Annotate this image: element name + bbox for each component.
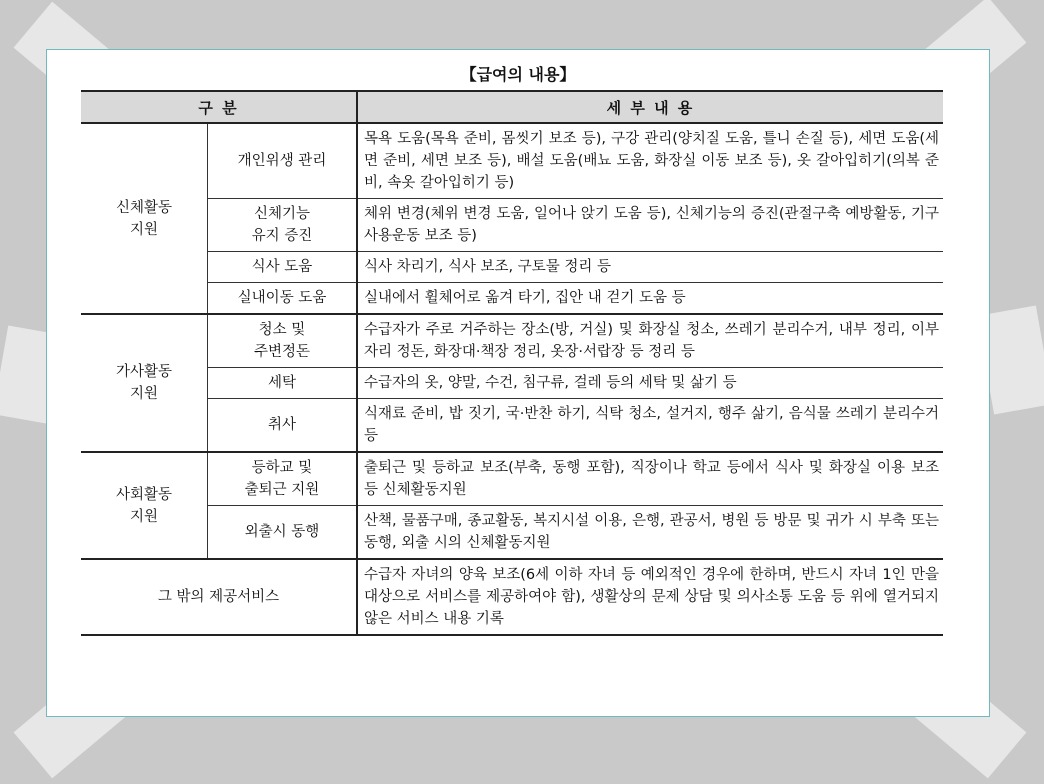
other-services-label: 그 밖의 제공서비스 (81, 559, 357, 635)
benefit-table (81, 90, 943, 636)
cell-line: 지원 (129, 386, 158, 402)
cell-line: 출퇴근 지원 (244, 482, 320, 498)
cell-line: 개인위생 관리 (237, 153, 327, 169)
cell-line: 식사 도움 (251, 259, 313, 275)
page-title: 【급여의 내용】 (460, 65, 576, 84)
subcategory-cell (208, 199, 358, 252)
detail-cell: 산책, 물품구매, 종교활동, 복지시설 이용, 은행, 관공서, 병원 등 방문 및 귀가 시 부축 또는 동행, 외출 시의 신체활동지원 (357, 506, 943, 560)
table-row (81, 399, 943, 453)
category-cell (81, 123, 208, 314)
table-row (81, 199, 943, 252)
cell-line: 지원 (129, 221, 158, 238)
subcategory-cell (208, 123, 358, 199)
cell-line: 청소 및 (258, 322, 306, 338)
cell-line: 외출시 동행 (244, 524, 320, 540)
detail-cell: 체위 변경(체위 변경 도움, 일어나 앉기 도움 등), 신체기능의 증진(관절구축 예방활동, 기구사용운동 보조 등) (357, 199, 943, 252)
table-row (81, 123, 943, 199)
cell-line: 등하교 및 (251, 460, 313, 476)
subcategory-cell (208, 252, 358, 283)
header-detail: 세 부 내 용 (357, 91, 943, 123)
detail-cell: 수급자가 주로 거주하는 장소(방, 거실) 및 화장실 청소, 쓰레기 분리수거, 내부 정리, 이부자리 정돈, 화장대·책장 정리, 옷장·서랍장 등 정리 등 (357, 314, 943, 368)
cell-line: 신체활동 (115, 199, 173, 216)
header-category: 구 분 (81, 91, 357, 123)
table-row-other (81, 559, 943, 635)
table-row (81, 314, 943, 368)
cell-line: 주변정돈 (253, 344, 311, 360)
detail-cell: 식재료 준비, 밥 짓기, 국·반찬 하기, 식탁 청소, 설거지, 행주 삶기, 음식물 쓰레기 분리수거 등 (357, 399, 943, 453)
subcategory-cell (208, 399, 358, 453)
table-row (81, 506, 943, 560)
subcategory-cell (208, 368, 358, 399)
cell-line: 실내이동 도움 (237, 290, 327, 306)
cell-line: 유지 증진 (251, 228, 313, 244)
table-row (81, 252, 943, 283)
document-card (46, 49, 990, 717)
other-services-detail: 수급자 자녀의 양육 보조(6세 이하 자녀 등 예외적인 경우에 한하며, 반드시 자녀 1인 만을 대상으로 서비스를 제공하여야 함), 생활상의 문제 상담 및 의사소통 도움 등 위에 열거되지 않은 서비스 내용 기록 (357, 559, 943, 635)
category-cell (81, 314, 208, 452)
detail-cell: 출퇴근 및 등하교 보조(부축, 동행 포함), 직장이나 학교 등에서 식사 및 화장실 이용 보조 등 신체활동지원 (357, 452, 943, 506)
subcategory-cell (208, 283, 358, 315)
cell-line: 사회활동 (115, 486, 173, 503)
table-row (81, 368, 943, 399)
table-row (81, 452, 943, 506)
subcategory-cell (208, 452, 358, 506)
subcategory-cell (208, 506, 358, 560)
cell-line: 가사활동 (115, 364, 173, 380)
detail-cell: 목욕 도움(목욕 준비, 몸씻기 보조 등), 구강 관리(양치질 도움, 틀니 손질 등), 세면 도움(세면 준비, 세면 보조 등), 배설 도움(배뇨 도움, 화장실 이동 보조 등), 옷 갈아입히기(의복 준비, 속옷 갈아입히기 등) (357, 123, 943, 199)
cell-line: 신체기능 (253, 206, 311, 222)
table-body (81, 123, 943, 635)
cell-line: 세탁 (267, 375, 296, 391)
detail-cell: 실내에서 휠체어로 옮겨 타기, 집안 내 걷기 도움 등 (357, 283, 943, 315)
detail-cell: 식사 차리기, 식사 보조, 구토물 정리 등 (357, 252, 943, 283)
cell-line: 지원 (129, 508, 158, 525)
cell-line: 취사 (267, 417, 296, 433)
detail-cell: 수급자의 옷, 양말, 수건, 침구류, 걸레 등의 세탁 및 삶기 등 (357, 368, 943, 399)
category-cell (81, 452, 208, 559)
table-row (81, 283, 943, 315)
subcategory-cell (208, 314, 358, 368)
table-header-row (81, 91, 943, 123)
